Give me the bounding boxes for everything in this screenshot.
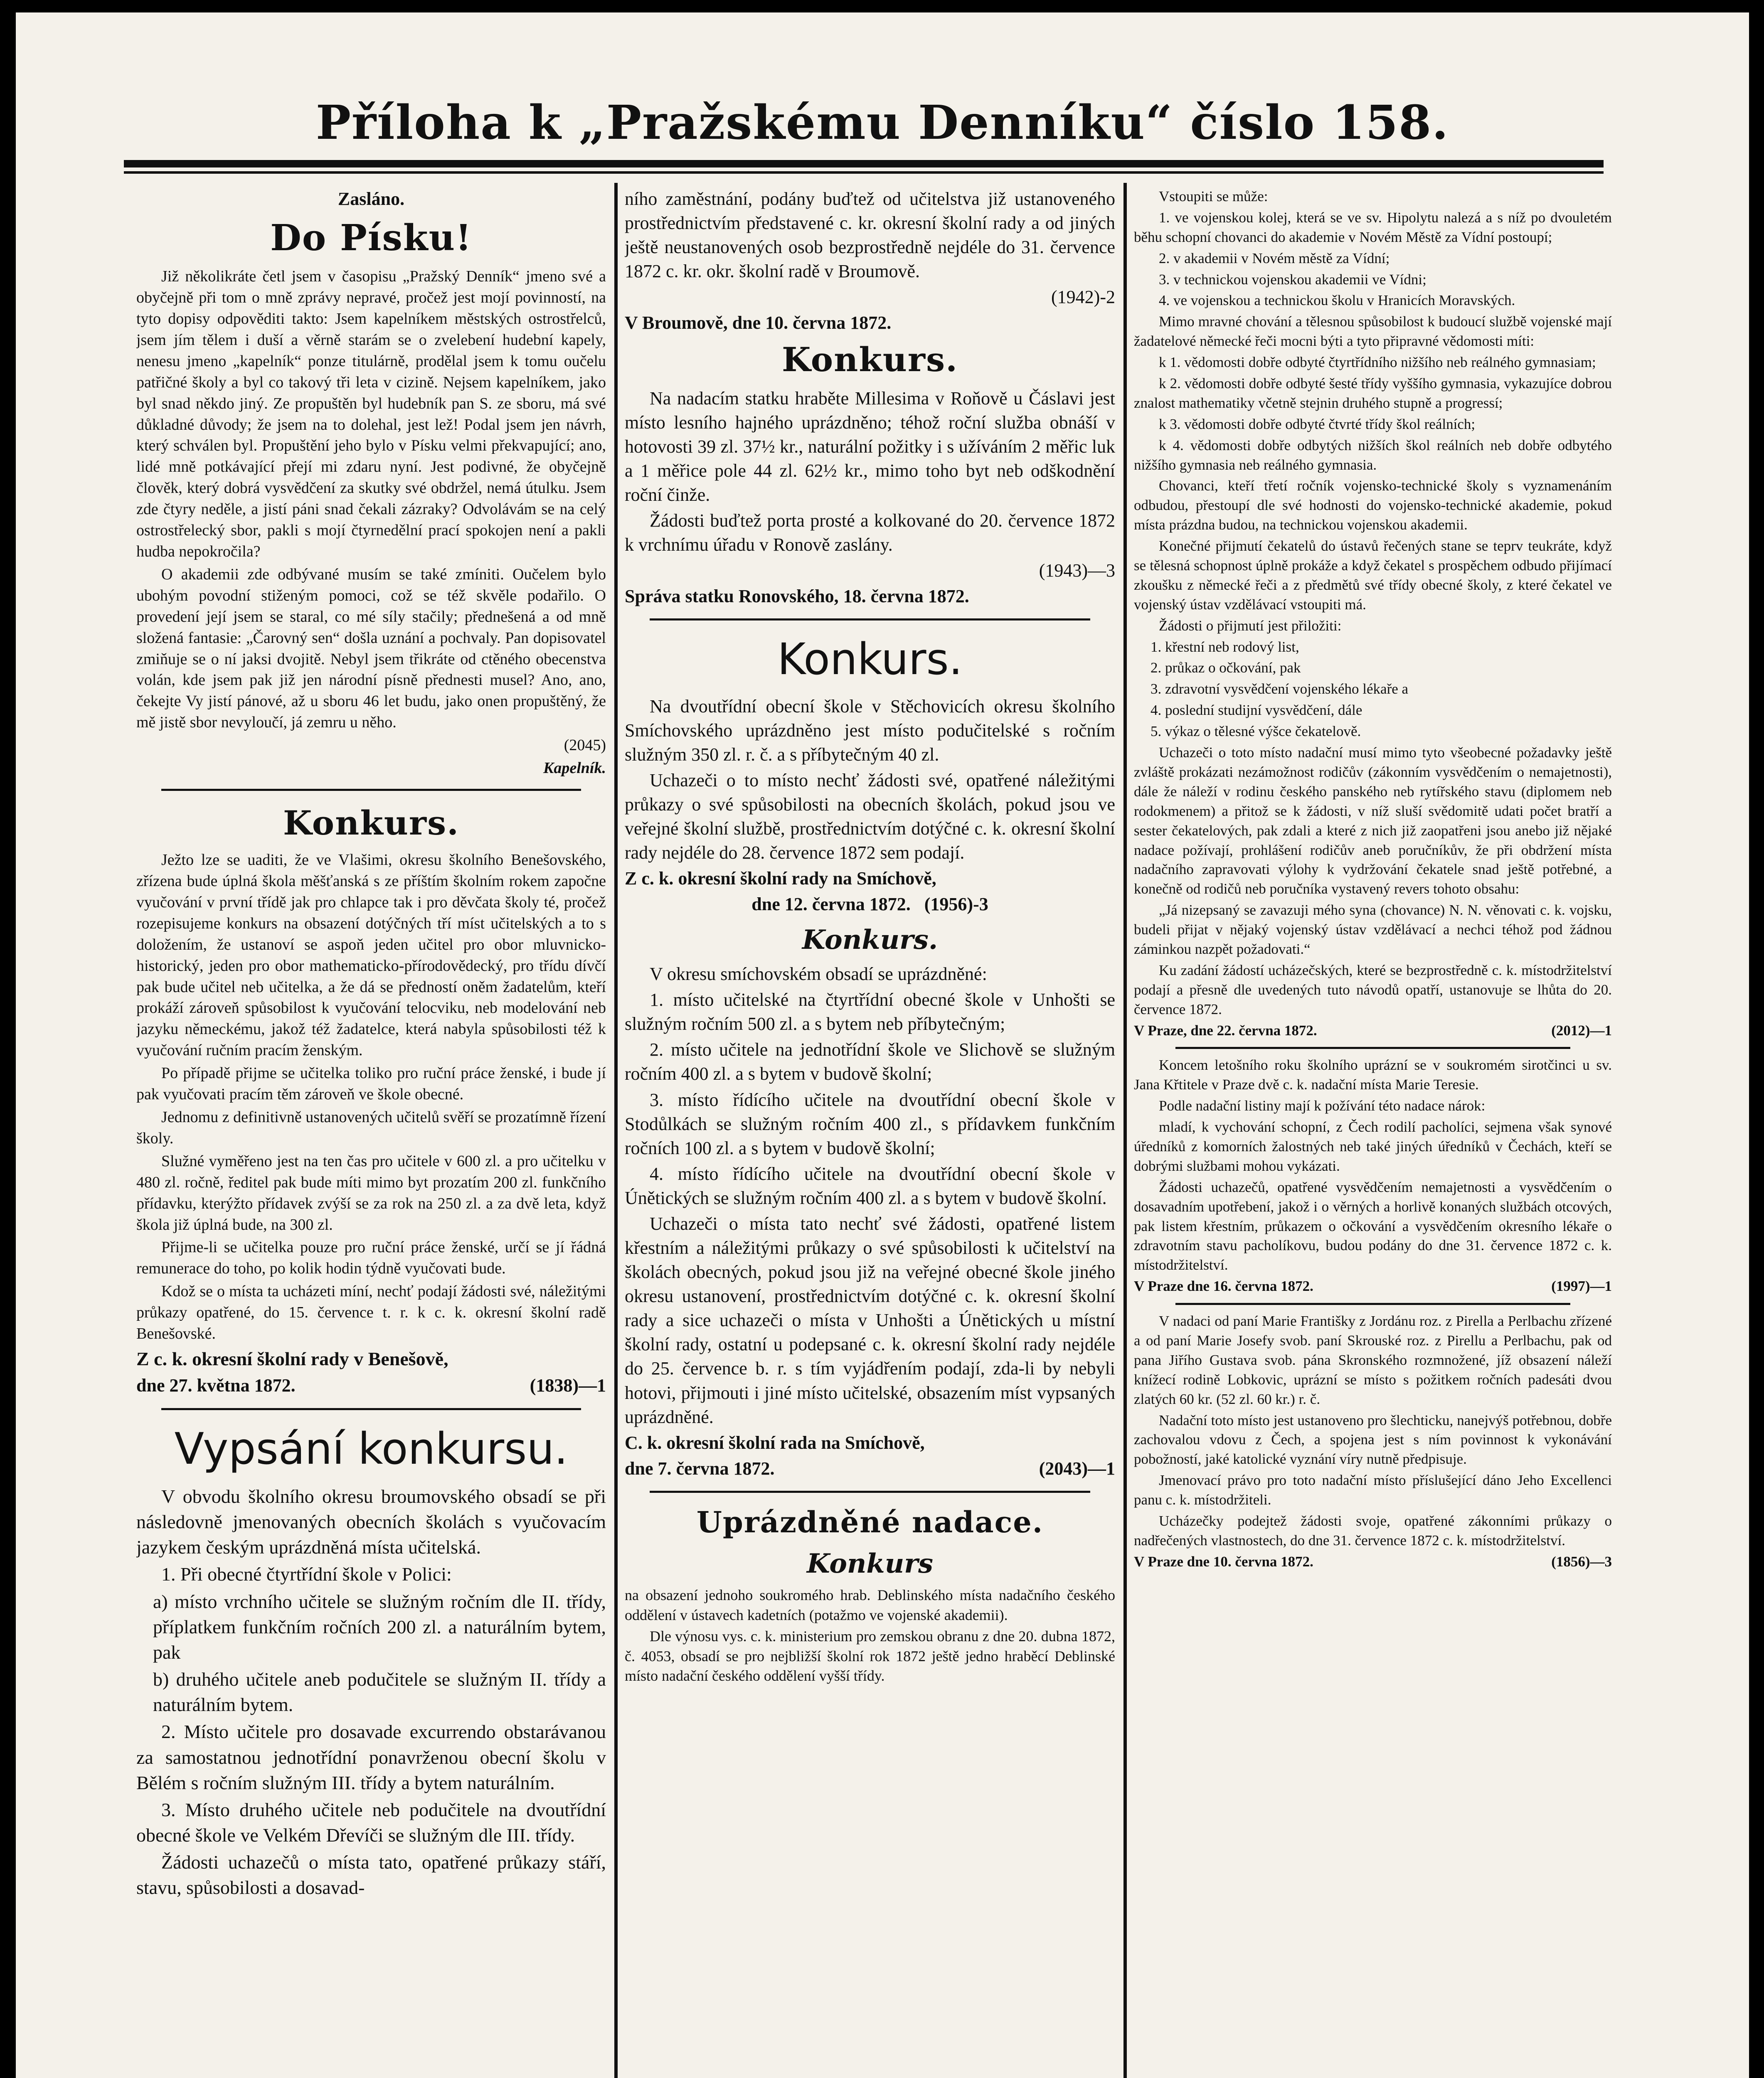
zaslano-heading: Zasláno.	[338, 189, 405, 209]
vstoupiti-item: 1. ve vojenskou kolej, která se ve sv. Hipolytu nalezá a s níž po dvouletém běhu schopní chovanci do akademie v Novém Městě za Vídní postoupí;	[1134, 209, 1612, 245]
col3-para: Mimo mravné chování a tělesnou spůsobilost k budoucí službě vojenské mají žadatelové německé řeči mocni býti a tyto připravné vědomosti míti:	[1134, 313, 1612, 350]
konkurs-2-para: Žádosti buďtež porta prosté a kolkované do 20. července 1872 k vrchnímu úřadu v Ronově zaslány.	[625, 510, 1115, 555]
nadace-title: Uprázdněné nadace.	[696, 1504, 1044, 1539]
sign-a: V Praze, dne 22. června 1872.	[1134, 1022, 1317, 1039]
divider	[1175, 1047, 1570, 1049]
number-c: (1856)—3	[1551, 1553, 1612, 1570]
vypsani-intro: V obvodu školního okresu broumovského obsadí se při následovně jmenovaných obecních školách s vyučovacím jazykem českým uprázdněná místa učitelská.	[136, 1485, 606, 1558]
konkurs-1-date: dne 27. května 1872.	[136, 1375, 296, 1396]
konkurs-2-para: Na nadacím statku hraběte Millesima v Roňově u Čáslavi jest místo lesního hajného uprázdněno; téhož roční služba obnáší v hotovosti 39 zl. 37½ kr., naturální požitky i s užíváním 2 měřic luk a 1 měřice pole 44 zl. 62½ kr., mimo toho byt neb odškodnění roční činže.	[625, 388, 1115, 505]
konkurs-1-para: Ježto lze se uaditi, že ve Vlašimi, okresu školního Benešovského, zřízena bude úplná škola měšťanská s ze příštím školním rokem započne vyučování v první třídě jak pro chlapce tak i pro děvčata školy té, pročež rozepisujeme konkurs na obsazení dotýčných tří míst učitelských a to s doložením, že ustanoví se aspoň jeden učitel pro obor mluvnicko-historický, jeden pro obor mathematicko-přírodovědecký, pro třídu dívčí pak bude učitel neb učitelka, a že dá se předností oněm žadatelům, kteří prokáží zároveň spůsobilost k vyučování telocviku, neb modelování neb jazyku německému, jakož též žadatelce, která nabyla spůsobilosti též k vyučování ručním pracím ženským.	[136, 851, 606, 1059]
konkurs-1-number: (1838)—1	[530, 1375, 606, 1396]
sign-c: V Praze dne 10. června 1872.	[1134, 1553, 1313, 1570]
masthead-title: Příloha k „Pražskému Denníku“ číslo 158.	[315, 96, 1449, 150]
konkurs-1-para: Po případě přijme se učitelka toliko pro ruční práce ženské, i bude jí pak vyučovati pracím těm zároveň ve škole obecné.	[136, 1064, 606, 1103]
do-pisku-title: Do Písku!	[270, 217, 472, 259]
divider	[161, 789, 581, 791]
col3-para: k 3. vědomosti dobře odbyté čtvrté třídy škol reálních;	[1159, 416, 1476, 432]
konkurs-3-para: Uchazeči o to místo nechť žádosti své, opatřené náležitými průkazy o své spůsobilosti na obecních školách, pokud jsou ve veřejné školní službě, prostřednictvím dotýčné c. k. okresní školní rady nejdéle do 28. července 1872 sem podají.	[625, 770, 1115, 863]
attachment-item: 3. zdravotní vysvědčení vojenského lékaře a	[1151, 681, 1409, 697]
do-pisku-para-2: O akademii zde odbývané musím se také zmíniti. Oučelem bylo ubohým povodní stiženým pomoci, což se též skvěle podařilo. O provedení její jsem se staral, co mé síly stačily; přednešená a od mně složená fantasie: „Čarovný sen“ došla uznání a pochvaly. Pan dopisovatel zmiňuje se o ní jaksi dvojitě. Nebyl jsem třikráte od ctěného obecenstva volán, kde jsem pak již jen národní písně přednesti musel? Ano, ano, čekejte Vy jistí pánové, až u sboru 46 let budu, jako onen propuštěný, že mě jistě sbor nevyloučí, já zemru u něho.	[136, 565, 606, 731]
konkurs-1-para: Kdož se o místa ta ucházeti míní, nechť podají žádosti své, náležitými průkazy opatřené, do 15. července t. r. k c. k. okresní školní radě Benešovské.	[136, 1283, 606, 1343]
konkurs-4-intro: V okresu smíchovském obsadí se uprázdněné:	[650, 964, 987, 985]
col3-para: Konečné přijmutí čekatelů do ústavů řečených stane se teprv teukráte, když se tělesná schopnost úplně prokáže a když čekatel s prospěchem odbudo přijímací zkoušku z německé řeči a z předmětů své třídy obecné školy, z které čekatel ve vojenský ústav vzdělávací vstoupiti má.	[1134, 538, 1612, 613]
col3-para: k 2. vědomosti dobře odbyté šesté třídy vyššího gymnasia, vykazujíce dobrou znalost mathematiky včetně stejnin druhého stupně a progressí;	[1134, 375, 1612, 411]
nadace-para: Dle výnosu vys. c. k. ministerium pro zemskou obranu z dne 20. dubna 1872, č. 4053, obsadí se pro nejbližší školní rok 1872 ještě jedno hraběcí Deblinské místo nadační českého oddělení vyšší třídy.	[625, 1628, 1115, 1684]
vypsani-item-2: 2. Místo učitele pro dosavade excurrendo obstarávanou za samostatnou jednotřídní ponavrženou obecní školu v Bělém s ročním služným III. třídy a bytem naturálním.	[136, 1721, 606, 1793]
konkurs-4-item: 4. místo řídícího učitele na dvoutřídní obecní škole v Únětických se služným ročním 400 zl. a s bytem v budově školní.	[625, 1163, 1115, 1208]
vypsani-item-1: 1. Při obecné čtyrtřídní škole v Polici:	[161, 1563, 452, 1585]
column-divider-2	[1123, 183, 1127, 2078]
konkurs-4-dateline	[625, 1457, 1115, 1481]
divider	[650, 1491, 1090, 1493]
konkurs-2-number: (1943)—3	[1039, 560, 1115, 581]
konkurs-3-date: dne 12. června 1872.	[751, 894, 911, 915]
konkurs-2-title: Konkurs.	[782, 340, 958, 379]
vypsani-item-4: Žádosti uchazečů o místa tato, opatřené průkazy stáří, stavu, spůsobilosti a dosavad-	[136, 1851, 606, 1898]
konkurs-4-item: 3. místo řídícího učitele na dvoutřídní obecní škole v Stodůlkách se služným ročním 400 zl., s přídavkem funkčním ročních 100 zl. a s bytem v budově školní;	[625, 1089, 1115, 1158]
konkurs-3-number: (1956)-3	[924, 894, 988, 915]
konkurs-3-para: Na dvoutřídní obecní škole v Stěchovicích okresu školního Smíchovského uprázdněno jest místo podučitelské s ročním služným 350 zl. r. č. a s příbytečným 40 zl.	[625, 696, 1115, 765]
col3-para: Jmenovací právo pro toto nadační místo příslušející dáno Jeho Excellenci panu c. k. místodržiteli.	[1134, 1472, 1612, 1508]
col3-para: Uchazeči o toto místo nadační musí mimo tyto všeobecné požadavky ještě zvláště prokázati nezámožnost rodičův (zákonním vysvědčením o nemajetnosti), dále že náleží v rodinu českého panského neb rytířského stavu (diplomem neb rodokmenem) a přitož se k žádosti, v níž sluší svědomitě udati počet bratří a sester čekatelových, pak zdali a které z nich již zaopatřeni jsou anebo již nějaké nadace požívají, prohlášení rodičův aneb poručníkův, že při obdržení místa nadačního zapravovati výlohy k vydržování čekatele snad ještě potřebné, a konečně od rodičů neb poručníka vystavený revers tohoto obsahu:	[1134, 744, 1612, 897]
col3-para: „Já nizepsaný se zavazuji mého syna (chovance) N. N. věnovati c. k. vojsku, budeli přijat v nějaký vojenský ústav vzdělávací a nechci téhož pod žádnou záminkou nazpět požadovati.“	[1134, 902, 1612, 957]
column-3	[1134, 187, 1612, 2078]
continuation-para: ního zaměstnání, podány buďtež od učitelstva již ustanoveného prostřednictvím představené c. kr. okresní školní rady a od jiných ještě neustanovených osob bezprostředně nejdéle do 31. července 1872 c. kr. okr. školní radě v Broumově.	[625, 189, 1115, 282]
nadace-subtitle: Konkurs	[806, 1548, 934, 1579]
number-b: (1997)—1	[1551, 1278, 1612, 1295]
attachment-item: 4. poslední studijní vysvědčení, dále	[1151, 702, 1362, 719]
column-1	[136, 187, 606, 2078]
konkurs-1-para: Služné vyměřeno jest na ten čas pro učitele v 600 zl. a pro učitelku v 480 zl. ročně, ředitel pak bude míti mimo byt prozatím 200 zl. funkčního přídavku, kterýžto přídavek zvýší se za rok na 250 zl. a za dvě leta, když škola již úplná bude, na 300 zl.	[136, 1152, 606, 1234]
attachment-item: 5. výkaz o tělesné výšce čekatelově.	[1151, 723, 1361, 740]
konkurs-1-para: Přijme-li se učitelka pouze pro ruční práce ženské, určí se jí řádná remunerace do toho, po kolik hodin týdně vyučovati bude.	[136, 1238, 606, 1278]
sign-b: V Praze dne 16. června 1872.	[1134, 1278, 1313, 1295]
konkurs-4-para: Uchazeči o místa tato nechť své žádosti, opatřené listem křestním a náležitými průkazy o své spůsobilosti k učitelství na školách obecných, pokud jsou již na veřejné obecné škole jiného okresu ustanovení, prostřednictvím dotýčné c. k. okresní školní rady a sice uchazeči o místa v Unhošti a Únětických u místní školní rady, ostatní u podepsané c. k. okresní školní rady nejdéle do 25. července b. r. s tím vyjádřením podají, zda-li by nebyli hotovi, přijmouti i jiné místo učitelské, obsazením míst vypsaných uprázdněné.	[625, 1213, 1115, 1427]
attachment-item: 1. křestní neb rodový list,	[1151, 638, 1299, 655]
divider	[161, 1408, 581, 1410]
masthead-rule	[124, 160, 1604, 167]
attachment-item: 2. průkaz o očkování, pak	[1151, 660, 1301, 676]
konkurs-1-dateline	[136, 1374, 606, 1398]
continuation-signature: V Broumově, dne 10. června 1872.	[625, 313, 892, 333]
dateline-b	[1134, 1277, 1612, 1296]
col3-para: Žádosti uchazečů, opatřené vysvědčením nemajetnosti a vysvědčením o dosavadním upotřebení, jakož i o věrných a horlivě konaných službách otcových, pak listem křestním, průkazem o očkování a vysvědčením okresního lékaře o zdravotním stavu pacholíkovu, budou podány do dne 31. července 1872 c. k. místodržitelství.	[1134, 1179, 1612, 1273]
konkurs-1-title: Konkurs.	[283, 803, 459, 842]
col3-para: k 4. vědomosti dobře odbytých nižších škol reálních neb dobře odbytého nižšího gymnasia neb reálného gymnasia.	[1134, 437, 1612, 473]
konkurs-4-item: 1. místo učitelské na čtyrtřídní obecné škole v Unhošti se služným ročním 500 zl. a s bytem neb příbytečným;	[625, 990, 1115, 1034]
col3-para: mladí, k vychování schopní, z Čech rodilí pacholíci, sejmena však synové úředníků z komorních žalostných neb také jiných úředníků v Čechách, kteří se dobrými službami mohou vykázati.	[1134, 1119, 1612, 1174]
col3-para: V nadaci od paní Marie Františky z Jordánu roz. z Pirella a Perlbachu zřízené a od paní Marie Josefy svob. paní Skrouské roz. z Pirellu a Perlbachu, pak od pana Jiřího Gustava svob. pána Skronského rozmnožené, jíž obsazení náleží knížecí rodině Lobkovic, uprázní se místo s požitkem ročních padesáti dvou zlatých 60 kr. (52 zl. 60 kr.) r. č.	[1134, 1313, 1612, 1407]
vypsani-item-3: 3. Místo druhého učitele neb podučitele na dvoutřídní obecné škole ve Velkém Dřevíči se služným dle III. třídy.	[136, 1799, 606, 1846]
konkurs-1-signature: Z c. k. okresní školní rady v Benešově,	[136, 1348, 448, 1369]
divider	[650, 618, 1090, 620]
konkurs-4-number: (2043)—1	[1039, 1458, 1115, 1479]
do-pisku-signature: Kapelník.	[543, 759, 606, 777]
nadace-para: na obsazení jednoho soukromého hrab. Deblinského místa nadačního českého oddělení v ústavech kadetních (potažmo ve vojenské akademii).	[625, 1587, 1115, 1623]
konkurs-4-date: dne 7. června 1872.	[625, 1458, 775, 1479]
col3-para: Chovanci, kteří třetí ročník vojensko-technické školy s vyznamenáním odbudou, přestoupí dle své hodnosti do vojensko-technické akademie, pokud místa prázdna budou, na technickou vojenskou akademii.	[1134, 478, 1612, 533]
vstoupiti-item: 3. v technickou vojenskou akademii ve Vídni;	[1159, 271, 1426, 288]
dateline-c	[1134, 1552, 1612, 1572]
col3-para: Koncem letošního roku školního uprázní se v soukromém sirotčinci u sv. Jana Křtitele v Praze dvě c. k. nadační místa Marie Teresie.	[1134, 1057, 1612, 1093]
do-pisku-para-1: Již několikráte četl jsem v časopisu „Pražský Denník“ jmeno své a obyčejně při tom o mně zprávy nepravé, pročež jest mojí povinností, na tyto dopisy odpověditi takto: Jsem kapelníkem městských ostrostřelců, jsem jím tělem i duší a věrně starám se o zvelebení hudební kapely, nenesu jmeno „kapelník“ ponze titulárně, prodělal jsem k tomu oučelu patřičné školy a byl co takový tři leta v cizině. Nejsem kapelníkem, jako byl snad někdo jiný. Ze propuštěn byl hudebník pan S. ze sboru, má své důkladné důvody; že jsem na to dolehal, jest lež! Podal jsem jen návrh, který schválen byl. Propuštění jeho bylo v Písku velmi překvapující; ano, lidé mně potkávající přejí mi zdaru nyní. Jest podivné, že obyčejně člověk, který dobrá vysvědčení za skutky své obdržel, nemá útulku. Jsem zde čtyry neděle, a jistí páni snad čekali zázraky? Odvolávám se na celý ostrostřelecký sbor, pakli s mojí čtyrnedělní prací spokojen není a pakli hudba nepokročila?	[136, 268, 606, 560]
konkurs-4-signature: C. k. okresní školní rada na Smíchově,	[625, 1432, 925, 1453]
vstoupiti-heading: Vstoupiti se může:	[1159, 188, 1268, 204]
dateline-a	[1134, 1021, 1612, 1041]
vypsani-item-1b: b) druhého učitele aneb podučitele se služným II. třídy a naturálním bytem.	[153, 1669, 606, 1716]
konkurs-2-signature: Správa statku Ronovského, 18. června 1872.	[625, 586, 969, 607]
col3-para: Ku zadání žádostí ucházečských, které se bezprostředně c. k. místodržitelství podají a přesně dle uvedených tuto návodů opatří, ustanovuje se lhůta do 20. července 1872.	[1134, 962, 1612, 1017]
masthead-rule-thin	[124, 171, 1604, 174]
vypsani-title: Vypsání konkursu.	[174, 1423, 568, 1474]
konkurs-3-title: Konkurs.	[777, 634, 963, 685]
column-2	[625, 187, 1115, 2078]
konkurs-3-signature: Z c. k. okresní školní rady na Smíchově,	[625, 868, 936, 889]
do-pisku-number: (2045)	[564, 736, 606, 754]
konkurs-4-item: 2. místo učitele na jednotřídní škole ve Slichově se služným ročním 400 zl. a s bytem v budově školní;	[625, 1039, 1115, 1084]
konkurs-4-title: Konkurs.	[802, 924, 938, 956]
continuation-number: (1942)-2	[1051, 287, 1115, 308]
divider	[1175, 1303, 1570, 1305]
vypsani-item-1a: a) místo vrchního učitele se služným ročním dle II. třídy, příplatkem funkčním ročních 200 zl. a naturálním bytem, pak	[153, 1591, 606, 1663]
konkurs-1-para: Jednomu z definitivně ustanovených učitelů svěří se prozatímně řízení školy.	[136, 1108, 606, 1147]
col3-para: Žádosti o přijmutí jest přiložiti:	[1159, 617, 1342, 634]
konkurs-3-dateline	[625, 892, 1115, 916]
vstoupiti-item: 4. ve vojenskou a technickou školu v Hranicích Moravských.	[1159, 292, 1515, 309]
vstoupiti-item: 2. v akademii v Novém městě za Vídní;	[1159, 250, 1390, 266]
col3-para: Nadační toto místo jest ustanoveno pro šlechticku, nanejvýš potřebnou, dobře zachovalou vdovu z Čech, a spojena jest s ním povinnost k vykonávání pobožností, jaké katolické vyznání víry nutně předpisuje.	[1134, 1412, 1612, 1467]
col3-para: k 1. vědomosti dobře odbyté čtyrtřídního nižšího neb reálného gymnasiam;	[1159, 354, 1596, 371]
number-a: (2012)—1	[1551, 1022, 1612, 1039]
col3-para: Podle nadační listiny mají k požívání této nadace nárok:	[1159, 1098, 1486, 1114]
newspaper-page	[16, 12, 1749, 2078]
column-divider-1	[614, 183, 618, 2078]
col3-para: Ucházečky podejtež žádosti svoje, opatřené zákonními průkazy o nadřečených vlastnostech, do dne 31. července 1872 c. k. místodržitelství.	[1134, 1513, 1612, 1549]
